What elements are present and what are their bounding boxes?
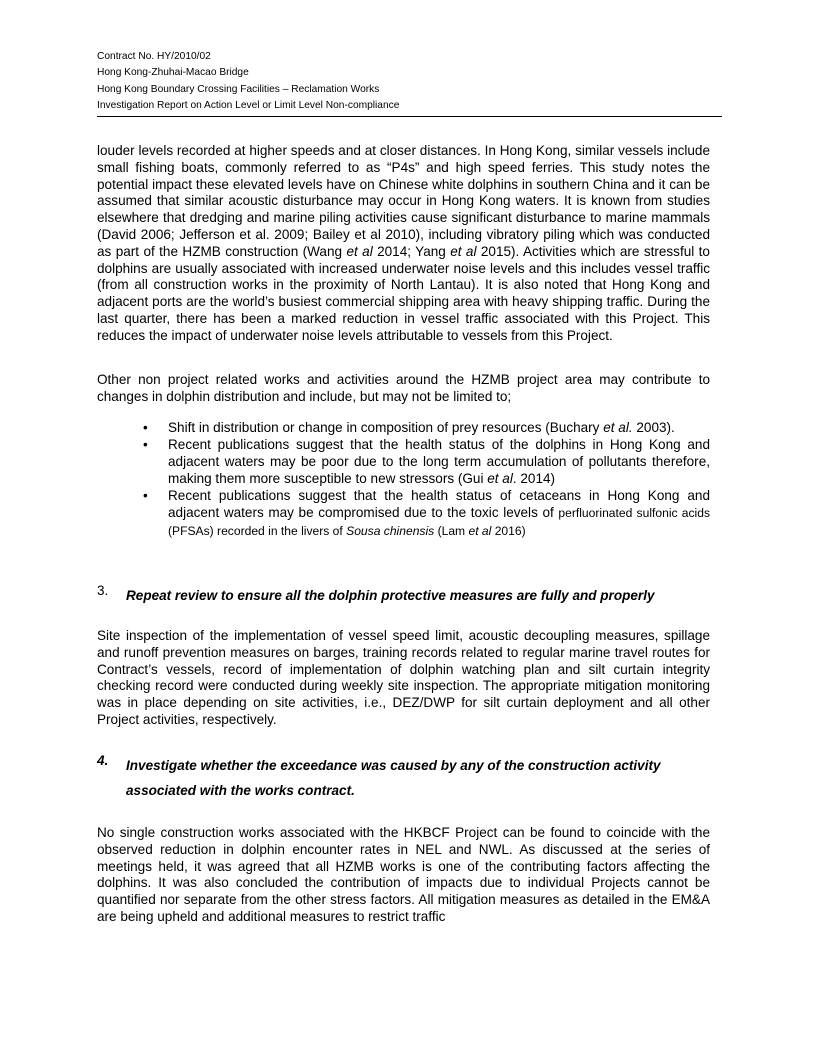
bullet-icon: •: [143, 488, 148, 503]
list-item: • Recent publications suggest that the health status of the dolphins in Hong Kong and adjacent waters may be poor due to the long term accumulation of pollutants therefore, making them more susceptible to new stressors (Gui et al. 2014): [143, 437, 710, 486]
page-header: [97, 49, 721, 115]
project-name: Hong Kong-Zhuhai-Macao Bridge: [97, 67, 249, 79]
contract-number: Contract No. HY/2010/02: [97, 51, 211, 62]
paragraph-construction-works: No single construction works associated with the HKBCF Project can be found to coincide with the observed reduction in dolphin encounter rates in NEL and NWL. As discussed at the series of meetings held, it was agreed that all HZMB works is one of the contributing factors affecting the dolphins. It was also concluded the contribution of impacts due to individual Projects cannot be quantified nor separate from the other stress factors. All mitigation measures as detailed in the EM&A are being upheld and additional measures to restrict traffic: [97, 825, 710, 924]
bullet-icon: •: [143, 420, 148, 435]
bullet-list: [97, 419, 710, 540]
section-number: 3.: [97, 583, 109, 598]
paragraph-other-works: Other non project related works and activities around the HZMB project area may contribute to changes in dolphin distribution and include, but may not be limited to;: [97, 372, 710, 404]
report-title: Investigation Report on Action Level or Limit Level Non-compliance: [97, 100, 400, 112]
header-divider: [97, 116, 722, 117]
paragraph-site-inspection: Site inspection of the implementation of vessel speed limit, acoustic decoupling measures, spillage and runoff prevention measures on barges, training records related to regular marine travel routes for Contract’s vessels, record of implementation of dolphin watching plan and silt curtain integrity checking record were conducted during weekly site inspection. The appropriate mitigation monitoring was in place depending on site activities, i.e., DEZ/DWP for silt curtain deployment and all other Project activities, respectively.: [97, 628, 710, 727]
bullet-icon: •: [143, 437, 148, 452]
section-title: Repeat review to ensure all the dolphin protective measures are fully and properly: [126, 588, 655, 603]
list-item: • Recent publications suggest that the health status of cetaceans in Hong Kong and adjacent waters may be compromised due to the toxic levels of perfluorinated sulfonic acids (PFSAs) recorded in the livers of Sousa chinensis (Lam et al 2016): [143, 488, 710, 538]
section-title: Investigate whether the exceedance was caused by any of the construction activity associated with the works contract.: [126, 758, 661, 798]
paragraph-vessel-noise: louder levels recorded at higher speeds and at closer distances. In Hong Kong, similar vessels include small fishing boats, commonly referred to as “P4s” and high speed ferries. This study notes the potential impact these elevated levels have on Chinese white dolphins in southern China and it can be assumed that similar acoustic disturbance may occur in Hong Kong waters. It is known from studies elsewhere that dredging and marine piling activities cause significant disturbance to marine mammals (David 2006; Jefferson et al. 2009; Bailey et al 2010), including vibratory piling which was conducted as part of the HZMB construction (Wang et al 2014; Yang et al 2015). Activities which are stressful to dolphins are usually associated with increased underwater noise levels and this includes vessel traffic (from all construction works in the proximity of North Lantau). It is also noted that Hong Kong and adjacent ports are the world’s busiest commercial shipping area with heavy shipping traffic. During the last quarter, there has been a marked reduction in vessel traffic associated with this Project. This reduces the impact of underwater noise levels attributable to vessels from this Project.: [97, 143, 710, 343]
project-subtitle: Hong Kong Boundary Crossing Facilities – Reclamation Works: [97, 83, 380, 95]
section-number: 4.: [97, 753, 109, 768]
list-item: • Shift in distribution or change in composition of prey resources (Buchary et al. 2003).: [143, 420, 675, 435]
